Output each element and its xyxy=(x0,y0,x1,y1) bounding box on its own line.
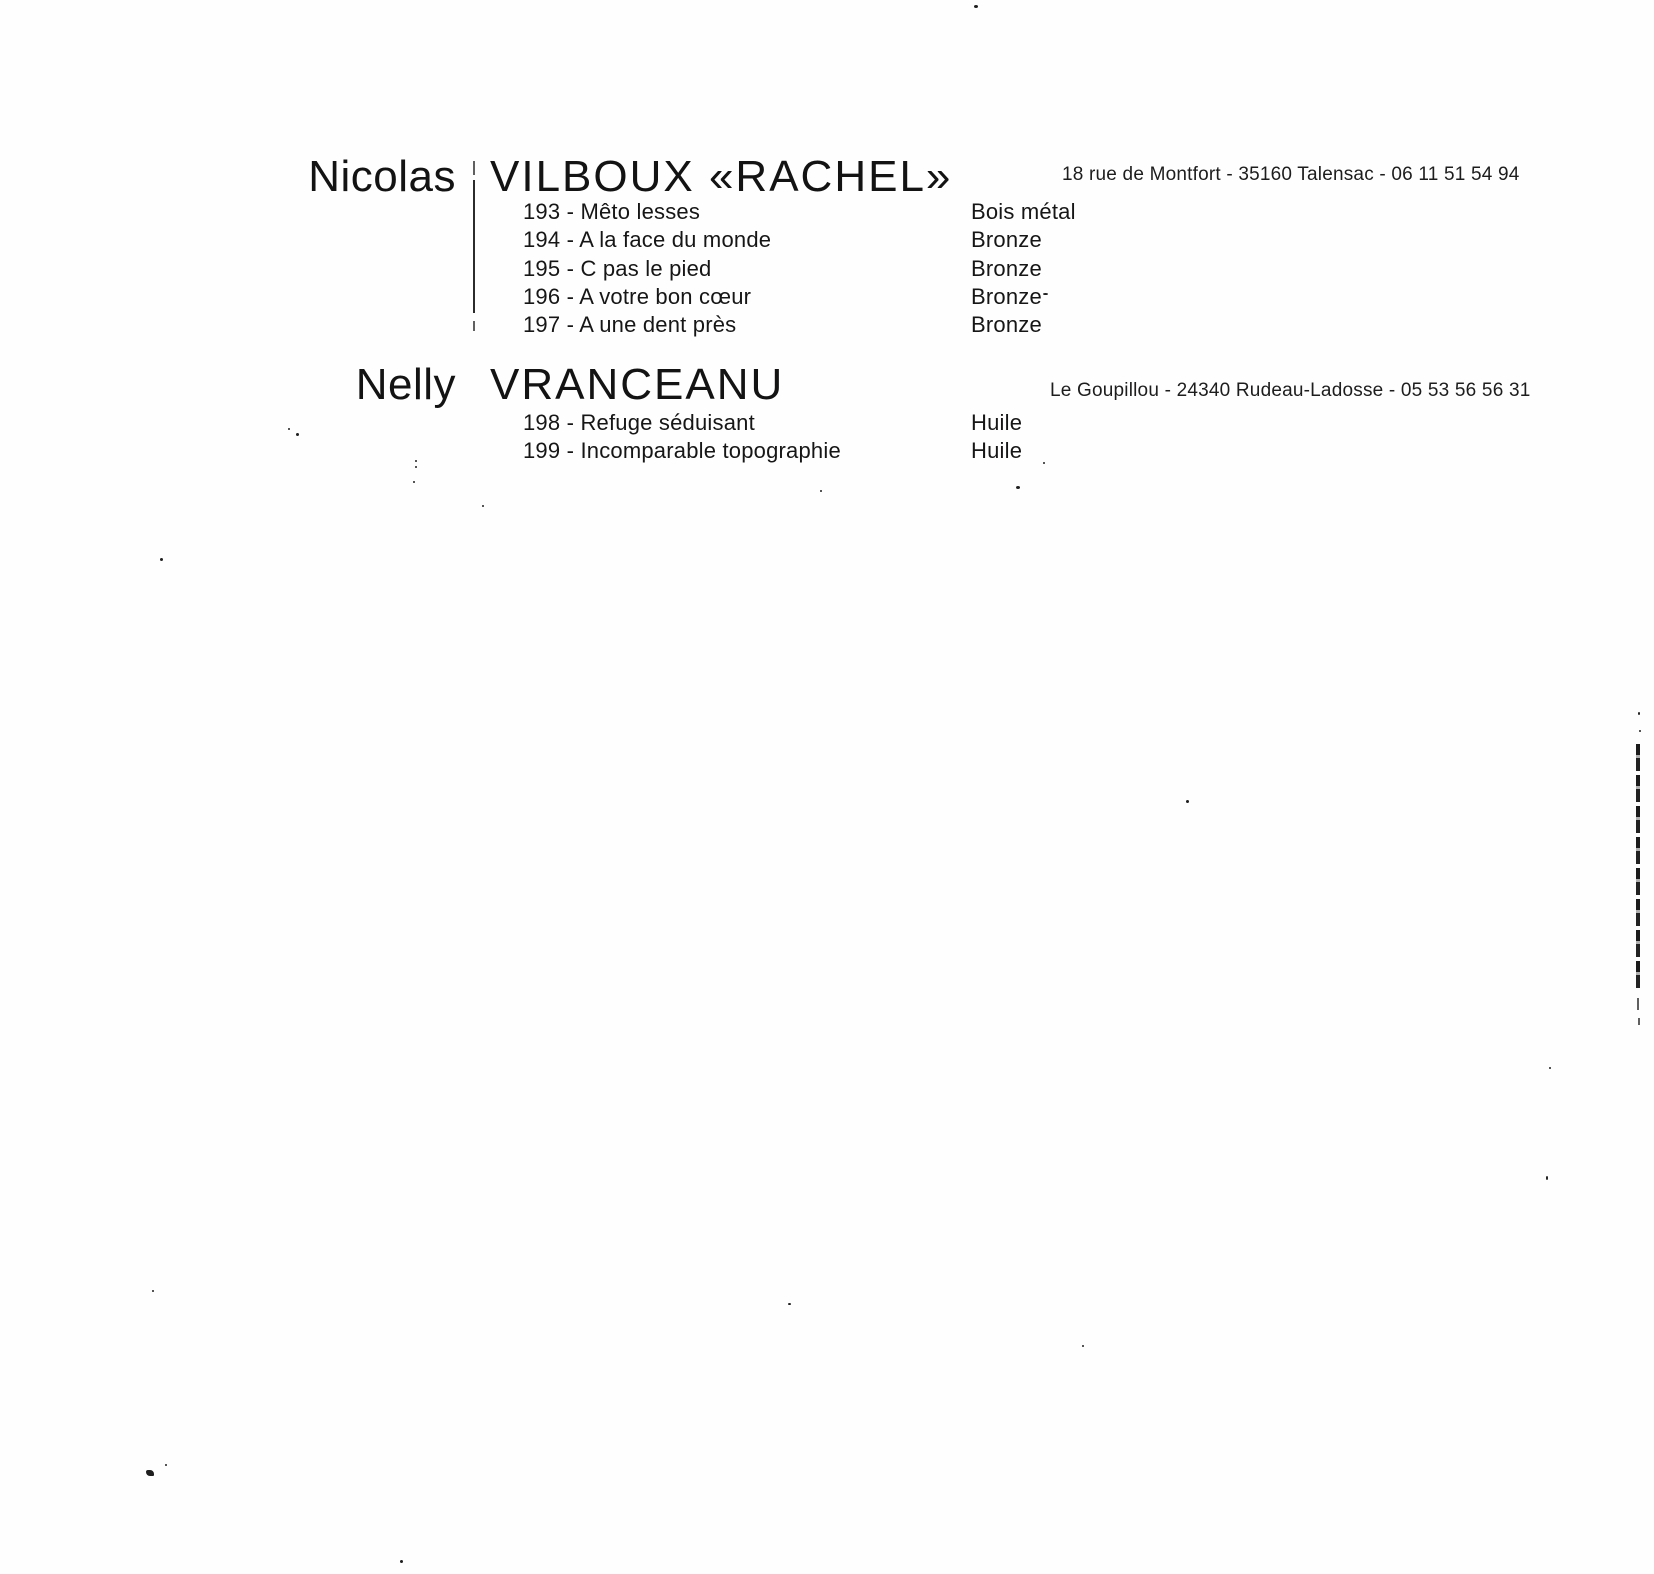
work-label: 196 - A votre bon cœur xyxy=(523,284,752,309)
scan-speck xyxy=(296,433,299,436)
scan-speck xyxy=(482,505,484,507)
scan-speck xyxy=(152,1290,154,1292)
scan-speck xyxy=(413,481,415,483)
work-medium: Bronze xyxy=(971,284,1042,309)
work-medium: Bronze xyxy=(971,227,1042,252)
scan-speck xyxy=(1638,712,1640,715)
scan-speck xyxy=(1186,800,1189,803)
scan-speck xyxy=(1043,462,1045,464)
scan-speck xyxy=(146,1470,154,1476)
binding-edge-artifact xyxy=(1638,1018,1640,1025)
scan-speck xyxy=(1043,293,1048,295)
artist-address: 18 rue de Montfort - 35160 Talensac - 06 11 51 54 94 xyxy=(1062,164,1520,185)
scan-speck xyxy=(400,1560,403,1563)
scan-speck xyxy=(415,460,417,462)
scan-speck xyxy=(1639,730,1641,732)
scan-speck xyxy=(974,5,978,8)
work-label: 198 - Refuge séduisant xyxy=(523,410,755,435)
scan-speck xyxy=(165,1464,167,1466)
scan-speck xyxy=(160,558,163,561)
binding-edge-artifact xyxy=(1637,998,1639,1010)
scan-speck xyxy=(788,1303,791,1305)
artist-last-name: VILBOUX «RACHEL» xyxy=(490,152,953,201)
scan-speck xyxy=(820,490,822,492)
work-medium: Huile xyxy=(971,438,1023,463)
artist-last-name: VRANCEANU xyxy=(490,360,785,409)
binding-edge-artifact xyxy=(1636,744,1640,990)
work-medium: Huile xyxy=(971,410,1023,435)
name-divider-line xyxy=(473,161,475,175)
artist-first-name: Nelly xyxy=(355,360,456,409)
scan-speck xyxy=(1082,1345,1084,1347)
scan-speck xyxy=(1546,1176,1548,1180)
work-label: 197 - A une dent près xyxy=(523,312,737,337)
work-medium: Bois métal xyxy=(971,199,1076,224)
scan-speck xyxy=(288,428,290,430)
work-label: 199 - Incomparable topographie xyxy=(523,438,841,463)
artist-address: Le Goupillou - 24340 Rudeau-Ladosse - 05 53 56 56 31 xyxy=(1050,380,1531,401)
name-divider-line xyxy=(473,180,475,313)
name-divider-line xyxy=(473,321,475,331)
work-label: 194 - A la face du monde xyxy=(523,227,772,252)
scan-speck xyxy=(1016,486,1020,489)
work-label: 195 - C pas le pied xyxy=(523,256,712,281)
artist-first-name: Nicolas xyxy=(308,152,456,201)
work-medium: Bronze xyxy=(971,256,1042,281)
work-label: 193 - Mêto lesses xyxy=(523,199,701,224)
scan-speck xyxy=(415,466,417,468)
work-medium: Bronze xyxy=(971,312,1042,337)
scan-speck xyxy=(1549,1067,1551,1069)
